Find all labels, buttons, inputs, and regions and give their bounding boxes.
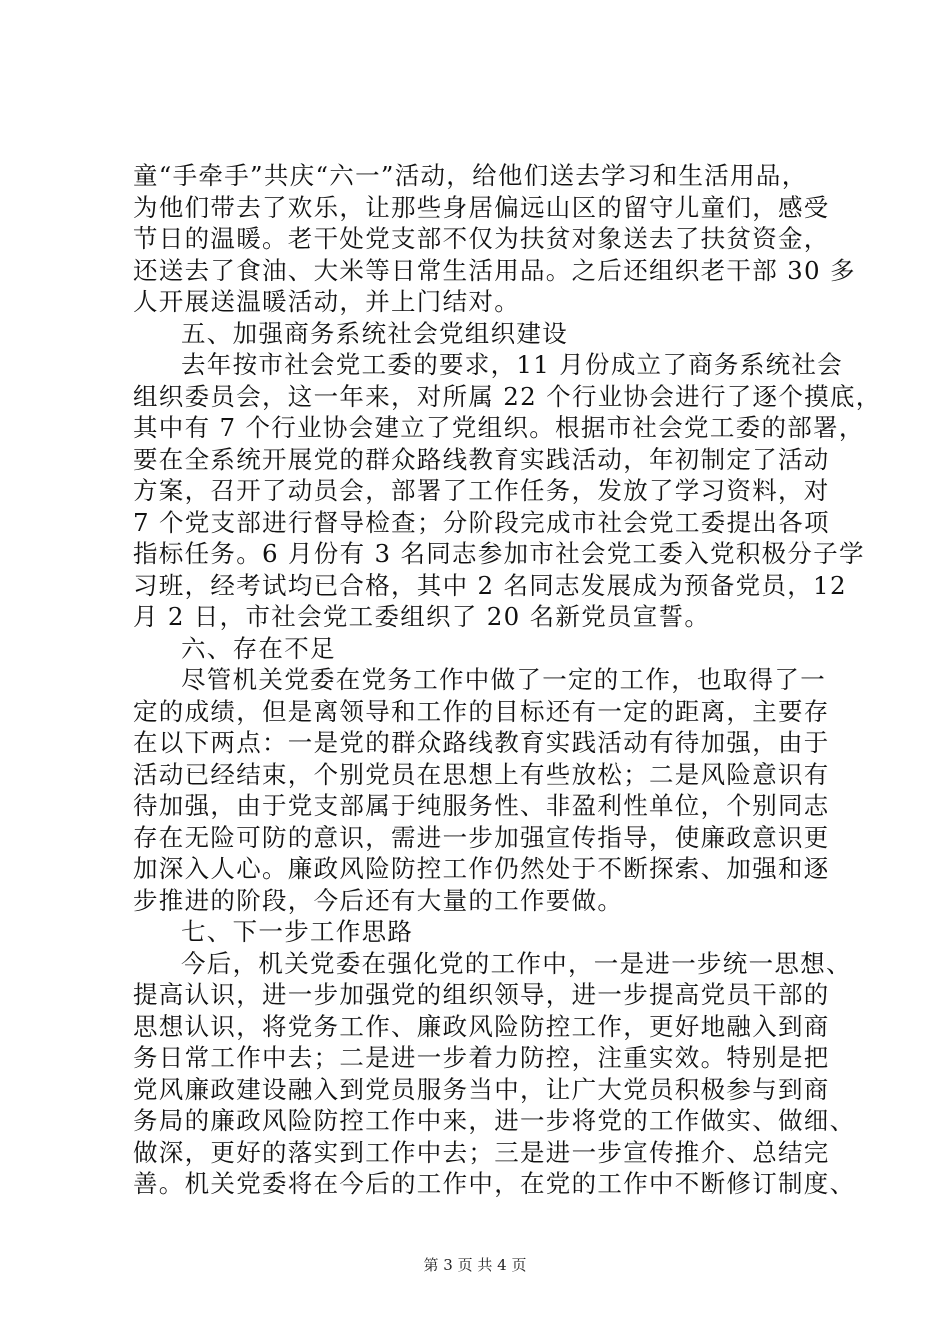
paragraph-first-line: 七、下一步工作思路 — [181, 917, 414, 946]
paragraph-first-line: 五、加强商务系统社会党组织建设 — [181, 318, 568, 348]
paragraph-first-line: 去年按市社会党工委的要求，11 月份成立了商务系统社会 — [181, 350, 844, 379]
text-line: 人开展送温暖活动，并上门结对。 — [133, 287, 520, 316]
text-line: 加深入人心。廉政风险防控工作仍然处于不断探索、加强和逐 — [133, 854, 830, 883]
text-line: 在以下两点：一是党的群众路线教育实践活动有待加强，由于 — [133, 728, 830, 757]
text-line: 指标任务。6 月份有 3 名同志参加市社会党工委入党积极分子学 — [133, 539, 865, 568]
text-line: 思想认识，将党务工作、廉政风险防控工作，更好地融入到商 — [133, 1011, 830, 1041]
text-line: 7 个党支部进行督导检查；分阶段完成市社会党工委提出各项 — [133, 507, 830, 537]
paragraph-first-line: 尽管机关党委在党务工作中做了一定的工作，也取得了一 — [181, 665, 826, 694]
paragraph-first-line: 六、存在不足 — [181, 633, 336, 663]
text-line: 提高认识，进一步加强党的组织领导，进一步提高党员干部的 — [133, 980, 830, 1009]
text-line: 务局的廉政风险防控工作中来，进一步将党的工作做实、做细、 — [133, 1106, 856, 1135]
text-line: 还送去了食油、大米等日常生活用品。之后还组织老干部 30 多 — [133, 255, 856, 285]
text-line: 党风廉政建设融入到党员服务当中，让广大党员积极参与到商 — [133, 1074, 830, 1104]
text-line: 习班，经考试均已合格，其中 2 名同志发展成为预备党员，12 — [133, 570, 847, 600]
text-line: 定的成绩，但是离领导和工作的目标还有一定的距离，主要存 — [133, 696, 830, 726]
text-line: 存在无险可防的意识，需进一步加强宣传指导，使廉政意识更 — [133, 822, 830, 852]
text-line: 活动已经结束，个别党员在思想上有些放松；二是风险意识有 — [133, 759, 830, 789]
text-line: 要在全系统开展党的群众路线教育实践活动，年初制定了活动 — [133, 444, 830, 474]
document-body — [133, 160, 882, 1200]
text-line: 组织委员会，这一年来，对所属 22 个行业协会进行了逐个摸底， — [133, 381, 882, 411]
text-line: 做深，更好的落实到工作中去；三是进一步宣传推介、总结完 — [133, 1137, 830, 1167]
text-line: 其中有 7 个行业协会建立了党组织。根据市社会党工委的部署， — [133, 413, 865, 442]
page-footer — [0, 1254, 950, 1275]
text-line: 待加强，由于党支部属于纯服务性、非盈利性单位，个别同志 — [133, 791, 830, 820]
text-line: 节日的温暖。老干处党支部不仅为扶贫对象送去了扶贫资金， — [133, 224, 830, 253]
paragraph-first-line: 今后，机关党委在强化党的工作中，一是进一步统一思想、 — [181, 948, 852, 978]
text-line: 为他们带去了欢乐，让那些身居偏远山区的留守儿童们，感受 — [133, 192, 830, 222]
text-line: 善。机关党委将在今后的工作中，在党的工作中不断修订制度、 — [133, 1169, 856, 1198]
page-number-label: 第 3 页 共 4 页 — [423, 1256, 527, 1274]
text-line: 童“手牵手”共庆“六一”活动，给他们送去学习和生活用品， — [133, 161, 808, 190]
text-line: 方案，召开了动员会，部署了工作任务，发放了学习资料，对 — [133, 476, 830, 505]
text-line: 步推进的阶段，今后还有大量的工作要做。 — [133, 885, 624, 915]
text-line: 务日常工作中去；二是进一步着力防控，注重实效。特别是把 — [133, 1043, 830, 1072]
text-line: 月 2 日，市社会党工委组织了 20 名新党员宣誓。 — [133, 602, 711, 631]
